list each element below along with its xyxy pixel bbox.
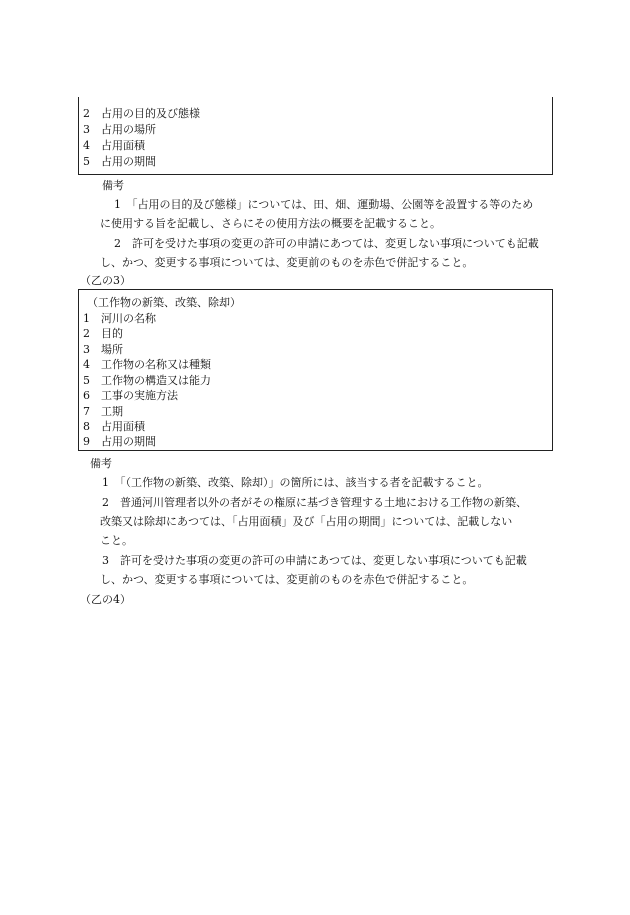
note-line: 1 「（工作物の新築、改築、除却）」の箇所には、該当する者を記載すること。: [102, 476, 489, 489]
list-item: 4 占用面積: [83, 139, 145, 152]
list-item: 3 占用の場所: [83, 123, 156, 136]
notes-heading: 備考: [102, 179, 124, 192]
notes-heading: 備考: [90, 457, 112, 470]
note-line: 2 許可を受けた事項の変更の許可の申請にあつては、変更しない事項についても記載: [114, 237, 539, 250]
note-line: 改築又は除却にあつては、「占用面積」及び「占用の期間」については、記載しない: [100, 515, 513, 528]
list-item: 7 工期: [83, 405, 123, 418]
note-line: し、かつ、変更する事項については、変更前のものを赤色で併記すること。: [100, 573, 474, 586]
list-item: 6 工事の実施方法: [83, 389, 178, 402]
note-line: し、かつ、変更する事項については、変更前のものを赤色で併記すること。: [100, 256, 474, 269]
list-item: 1 河川の名称: [83, 312, 156, 325]
section-label-otsu3: （乙の3）: [80, 274, 131, 287]
list-item: 2 占用の目的及び態様: [83, 107, 200, 120]
list-item: 2 目的: [83, 327, 123, 340]
list-item: 8 占用面積: [83, 420, 145, 433]
section-label-otsu4: （乙の4）: [80, 593, 131, 606]
box-header: （工作物の新築、改築、除却）: [87, 296, 241, 309]
note-line: こと。: [100, 534, 133, 547]
list-item: 4 工作物の名称又は種類: [83, 358, 211, 371]
occupancy-items-box: [78, 97, 553, 175]
list-item: 9 占用の期間: [83, 435, 156, 448]
list-item: 3 場所: [83, 343, 123, 356]
note-line: に使用する旨を記載し、さらにその使用方法の概要を記載すること。: [100, 217, 441, 230]
list-item: 5 工作物の構造又は能力: [83, 374, 211, 387]
structure-items-box: [78, 289, 553, 451]
list-item: 5 占用の期間: [83, 155, 156, 168]
note-line: 1 「占用の目的及び態様」については、田、畑、運動場、公園等を設置する等のため: [114, 198, 534, 211]
note-line: 3 許可を受けた事項の変更の許可の申請にあつては、変更しない事項についても記載: [102, 554, 527, 567]
note-line: 2 普通河川管理者以外の者がその権原に基づき管理する土地における工作物の新築、: [102, 496, 527, 509]
